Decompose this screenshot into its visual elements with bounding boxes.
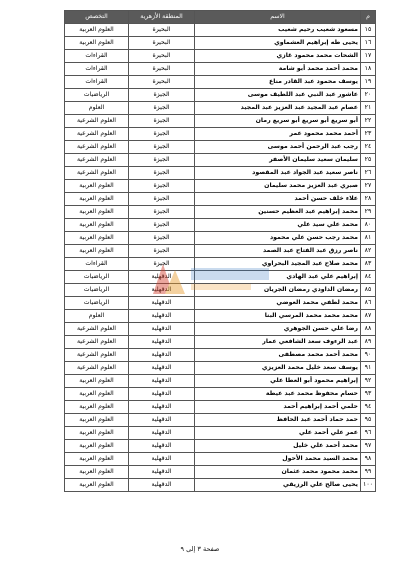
- row-number: ١٧: [361, 50, 376, 63]
- table-row: [65, 154, 376, 167]
- row-number: ٢٤: [361, 141, 376, 154]
- row-specialty: العلوم الشرعية: [65, 154, 129, 167]
- table-row: [65, 180, 376, 193]
- row-specialty: العلوم العربية: [65, 414, 129, 427]
- row-name: يحيى صالح علي الرزيقي: [195, 479, 361, 492]
- row-region: البحيرة: [129, 24, 195, 37]
- row-number: ٢٨: [361, 193, 376, 206]
- row-specialty: القراءات: [65, 63, 129, 76]
- row-number: ٨٤: [361, 271, 376, 284]
- row-region: الدقهلية: [129, 414, 195, 427]
- row-name: أبو سريع أبو سريع أبو سريع رمان: [195, 115, 361, 128]
- row-specialty: العلوم العربية: [65, 24, 129, 37]
- row-region: البحيرة: [129, 50, 195, 63]
- row-specialty: العلوم العربية: [65, 427, 129, 440]
- table-row: [65, 414, 376, 427]
- header-number: م: [361, 11, 376, 24]
- row-number: ٨٠: [361, 219, 376, 232]
- table-row: [65, 128, 376, 141]
- header-name: الاسم: [195, 11, 361, 24]
- candidates-table: [64, 10, 376, 492]
- row-number: ٨٦: [361, 297, 376, 310]
- row-specialty: العلوم العربية: [65, 245, 129, 258]
- row-region: الدقهلية: [129, 466, 195, 479]
- table-row: [65, 76, 376, 89]
- row-region: الدقهلية: [129, 453, 195, 466]
- row-name: محمد أحمد علي خليل: [195, 440, 361, 453]
- row-specialty: العلوم العربية: [65, 479, 129, 492]
- row-number: ٩٢: [361, 375, 376, 388]
- table-row: [65, 323, 376, 336]
- row-region: الجيزة: [129, 102, 195, 115]
- row-name: ناصر رزق عبد الفتاح عبد الصمد: [195, 245, 361, 258]
- row-specialty: العلوم الشرعية: [65, 323, 129, 336]
- row-region: الجيزة: [129, 167, 195, 180]
- table-row: [65, 349, 376, 362]
- table-row: [65, 193, 376, 206]
- row-number: ٨٣: [361, 258, 376, 271]
- table-row: [65, 206, 376, 219]
- row-name: حمد حماد أحمد عبد الحافظ: [195, 414, 361, 427]
- row-specialty: العلوم الشرعية: [65, 128, 129, 141]
- row-number: ٩٨: [361, 453, 376, 466]
- row-name: محمد رجب حسن علي محمود: [195, 232, 361, 245]
- row-region: الدقهلية: [129, 297, 195, 310]
- table-row: [65, 245, 376, 258]
- table-row: [65, 24, 376, 37]
- row-specialty: العلوم: [65, 310, 129, 323]
- row-specialty: القراءات: [65, 50, 129, 63]
- row-number: ٩٣: [361, 388, 376, 401]
- table-row: [65, 50, 376, 63]
- row-specialty: العلوم العربية: [65, 206, 129, 219]
- row-specialty: القراءات: [65, 258, 129, 271]
- row-specialty: العلوم العربية: [65, 219, 129, 232]
- table-row: [65, 115, 376, 128]
- row-name: عبد الرءوف سعد الشافعي عمار: [195, 336, 361, 349]
- table-row: [65, 466, 376, 479]
- row-specialty: العلوم الشرعية: [65, 362, 129, 375]
- row-region: الدقهلية: [129, 388, 195, 401]
- row-name: يوسف محمود عبد القادر مناع: [195, 76, 361, 89]
- row-name: محمد محمد محمد المرسي البنا: [195, 310, 361, 323]
- table-row: [65, 375, 376, 388]
- row-region: الدقهلية: [129, 310, 195, 323]
- table-row: [65, 310, 376, 323]
- row-number: ١٥: [361, 24, 376, 37]
- row-name: أحمد محمد محمود عمر: [195, 128, 361, 141]
- row-region: الجيزة: [129, 115, 195, 128]
- row-name: إبراهيم محمود أبو العطا علي: [195, 375, 361, 388]
- row-number: ١٦: [361, 37, 376, 50]
- row-region: الجيزة: [129, 180, 195, 193]
- row-specialty: العلوم الشرعية: [65, 141, 129, 154]
- table-row: [65, 427, 376, 440]
- row-specialty: الرياضيات: [65, 297, 129, 310]
- row-region: الجيزة: [129, 89, 195, 102]
- table-row: [65, 453, 376, 466]
- row-number: ٢٢: [361, 115, 376, 128]
- row-region: الجيزة: [129, 245, 195, 258]
- row-region: الدقهلية: [129, 336, 195, 349]
- row-number: ٨٨: [361, 323, 376, 336]
- row-number: ٨٢: [361, 245, 376, 258]
- row-number: ٩٩: [361, 466, 376, 479]
- row-number: ٩٧: [361, 440, 376, 453]
- row-number: ٩٦: [361, 427, 376, 440]
- row-number: ٨٩: [361, 336, 376, 349]
- row-region: الدقهلية: [129, 401, 195, 414]
- row-name: محمد أحمد محمد مصطفى: [195, 349, 361, 362]
- row-name: الشحات محمد محمود غازي: [195, 50, 361, 63]
- row-region: الجيزة: [129, 128, 195, 141]
- row-specialty: العلوم العربية: [65, 401, 129, 414]
- table-row: [65, 284, 376, 297]
- row-specialty: العلوم الشرعية: [65, 167, 129, 180]
- row-name: ناصر سعيد عبد الجواد عبد المقصود: [195, 167, 361, 180]
- row-number: ٢٥: [361, 154, 376, 167]
- row-region: الجيزة: [129, 206, 195, 219]
- row-region: الجيزة: [129, 193, 195, 206]
- table-row: [65, 336, 376, 349]
- row-name: يوسف سعد خليل محمد العزيزي: [195, 362, 361, 375]
- header-region: المنطقة الأزهرية: [129, 11, 195, 24]
- row-number: ٩٤: [361, 401, 376, 414]
- row-region: الجيزة: [129, 141, 195, 154]
- row-number: ٩٠: [361, 349, 376, 362]
- table-row: [65, 37, 376, 50]
- row-specialty: العلوم الشرعية: [65, 115, 129, 128]
- row-name: علاء خلف حسن أحمد: [195, 193, 361, 206]
- row-specialty: العلوم: [65, 102, 129, 115]
- row-number: ٨٥: [361, 284, 376, 297]
- row-number: ٨١: [361, 232, 376, 245]
- row-name: يحيى طه إبراهيم العشماوي: [195, 37, 361, 50]
- row-specialty: العلوم الشرعية: [65, 336, 129, 349]
- row-name: سليمان سعيد سليمان الأصفر: [195, 154, 361, 167]
- row-specialty: العلوم العربية: [65, 180, 129, 193]
- row-name: محمد لطفي محمد العوضي: [195, 297, 361, 310]
- row-name: حلمي أحمد إبراهيم أحمد: [195, 401, 361, 414]
- table-row: [65, 63, 376, 76]
- row-specialty: الرياضيات: [65, 89, 129, 102]
- row-name: حسام محفوظ محمد عبد عيطة: [195, 388, 361, 401]
- row-specialty: العلوم العربية: [65, 232, 129, 245]
- row-name: محمد علي سيد علي: [195, 219, 361, 232]
- table-row: [65, 401, 376, 414]
- row-specialty: العلوم العربية: [65, 388, 129, 401]
- table-row: [65, 167, 376, 180]
- row-number: ٢٣: [361, 128, 376, 141]
- row-number: ٢٩: [361, 206, 376, 219]
- table-row: [65, 219, 376, 232]
- row-specialty: القراءات: [65, 76, 129, 89]
- row-name: رمضان الداودي رمضان الجريان: [195, 284, 361, 297]
- row-region: الجيزة: [129, 258, 195, 271]
- row-specialty: الرياضيات: [65, 284, 129, 297]
- table-row: [65, 362, 376, 375]
- row-name: صبري عبد العزيز محمد سليمان: [195, 180, 361, 193]
- row-region: الدقهلية: [129, 427, 195, 440]
- row-specialty: العلوم العربية: [65, 466, 129, 479]
- page-number: صفحة ٣ إلى ٩: [180, 545, 220, 553]
- table-row: [65, 297, 376, 310]
- row-region: الدقهلية: [129, 479, 195, 492]
- row-name: عاشور عبد النبي عبد اللطيف موسى: [195, 89, 361, 102]
- row-number: ١٨: [361, 63, 376, 76]
- row-name: مسعود شعيب رحيم شعيب: [195, 24, 361, 37]
- row-region: البحيرة: [129, 63, 195, 76]
- row-number: ٢٠: [361, 89, 376, 102]
- row-region: البحيرة: [129, 76, 195, 89]
- row-number: ١٩: [361, 76, 376, 89]
- row-specialty: العلوم الشرعية: [65, 349, 129, 362]
- row-region: الدقهلية: [129, 440, 195, 453]
- row-region: الدقهلية: [129, 323, 195, 336]
- table-body: [65, 24, 376, 492]
- row-number: ٩١: [361, 362, 376, 375]
- row-name: محمد أحمد محمد أبو شامة: [195, 63, 361, 76]
- row-name: عصام عبد المجيد عبد العزيز عبد المجيد: [195, 102, 361, 115]
- row-region: الدقهلية: [129, 349, 195, 362]
- table-row: [65, 271, 376, 284]
- row-specialty: العلوم العربية: [65, 193, 129, 206]
- table-header-row: [65, 11, 376, 24]
- row-region: الجيزة: [129, 154, 195, 167]
- row-number: ٨٧: [361, 310, 376, 323]
- row-name: محمد محمود محمد عثمان: [195, 466, 361, 479]
- row-number: ٢٦: [361, 167, 376, 180]
- row-specialty: العلوم العربية: [65, 440, 129, 453]
- table-row: [65, 440, 376, 453]
- row-specialty: العلوم العربية: [65, 375, 129, 388]
- row-region: الدقهلية: [129, 362, 195, 375]
- table-row: [65, 258, 376, 271]
- table-row: [65, 141, 376, 154]
- row-name: عمر علي أحمد علي: [195, 427, 361, 440]
- row-name: محمد إبراهيم عبد العظيم حسنين: [195, 206, 361, 219]
- row-specialty: الرياضيات: [65, 271, 129, 284]
- row-number: ٩٥: [361, 414, 376, 427]
- row-region: الدقهلية: [129, 284, 195, 297]
- row-region: الدقهلية: [129, 271, 195, 284]
- row-specialty: العلوم العربية: [65, 37, 129, 50]
- row-region: الدقهلية: [129, 375, 195, 388]
- row-name: محمد صلاح عبد المجيد البحراوي: [195, 258, 361, 271]
- row-region: الجيزة: [129, 219, 195, 232]
- header-specialty: التخصص: [65, 11, 129, 24]
- row-number: ٢٧: [361, 180, 376, 193]
- row-name: محمد السيد محمد الأحول: [195, 453, 361, 466]
- row-specialty: العلوم العربية: [65, 453, 129, 466]
- row-number: ٢١: [361, 102, 376, 115]
- table-row: [65, 232, 376, 245]
- row-region: البحيرة: [129, 37, 195, 50]
- row-name: إبراهيم علي عبد الهادي: [195, 271, 361, 284]
- table-row: [65, 479, 376, 492]
- row-name: رضا علي حسن الجوهري: [195, 323, 361, 336]
- row-region: الجيزة: [129, 232, 195, 245]
- row-name: رجب عبد الرحمن أحمد موسى: [195, 141, 361, 154]
- table-row: [65, 388, 376, 401]
- table-row: [65, 89, 376, 102]
- table-row: [65, 102, 376, 115]
- row-number: ١٠٠: [361, 479, 376, 492]
